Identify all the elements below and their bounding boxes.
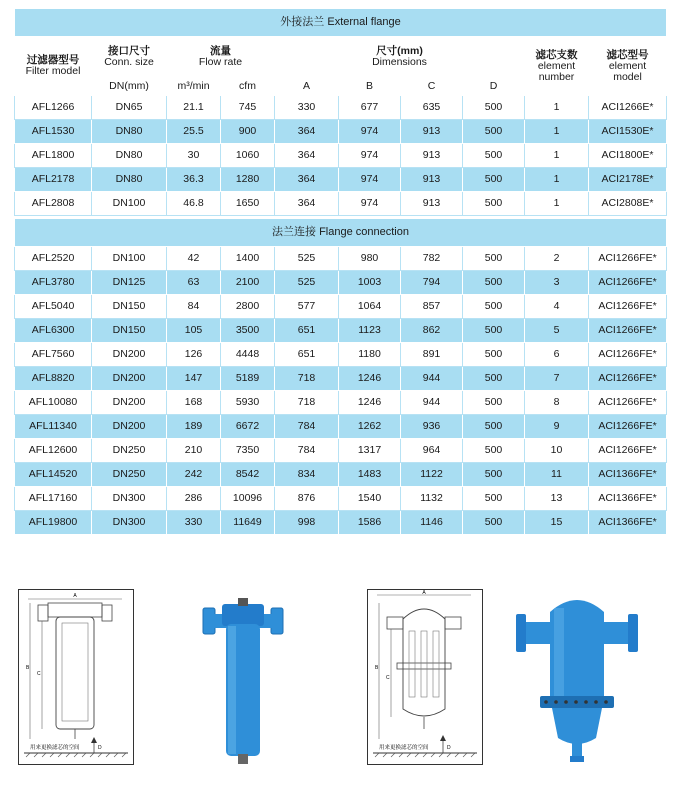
- cell-d: 500: [463, 295, 525, 319]
- cell-m3: 168: [167, 391, 221, 415]
- cell-cfm: 6672: [221, 415, 275, 439]
- table-row: [15, 192, 667, 216]
- cell-n: 1: [525, 96, 589, 120]
- cell-m3: 84: [167, 295, 221, 319]
- cell-c: 964: [401, 439, 463, 463]
- header-col-a: A: [275, 78, 339, 96]
- cell-c: 862: [401, 319, 463, 343]
- cell-dn: DN65: [92, 96, 167, 120]
- cell-n: 6: [525, 343, 589, 367]
- table-row: [15, 295, 667, 319]
- cell-dn: DN100: [92, 192, 167, 216]
- cell-c: 913: [401, 144, 463, 168]
- cell-dn: DN200: [92, 391, 167, 415]
- cell-element: ACI1266FE*: [589, 367, 667, 391]
- cell-cfm: 5189: [221, 367, 275, 391]
- header-conn-size: 接口尺寸 Conn. size: [92, 37, 167, 78]
- cell-b: 1003: [339, 271, 401, 295]
- cell-cfm: 10096: [221, 487, 275, 511]
- cell-b: 974: [339, 168, 401, 192]
- cell-d: 500: [463, 192, 525, 216]
- cell-a: 718: [275, 391, 339, 415]
- table-row: [15, 415, 667, 439]
- header-element-number: 滤芯支数 element number: [525, 37, 589, 96]
- cell-b: 677: [339, 96, 401, 120]
- cell-c: 913: [401, 168, 463, 192]
- cell-a: 364: [275, 168, 339, 192]
- cell-a: 718: [275, 367, 339, 391]
- header-col-d: D: [463, 78, 525, 96]
- cell-dn: DN125: [92, 271, 167, 295]
- cell-d: 500: [463, 96, 525, 120]
- header-dimensions: 尺寸(mm) Dimensions: [275, 37, 525, 78]
- table-row: [15, 367, 667, 391]
- cell-model: AFL11340: [15, 415, 92, 439]
- cell-element: ACI1366FE*: [589, 463, 667, 487]
- label-d-right: D: [447, 745, 451, 751]
- cell-cfm: 4448: [221, 343, 275, 367]
- cell-d: 500: [463, 343, 525, 367]
- cell-cfm: 1280: [221, 168, 275, 192]
- cell-c: 857: [401, 295, 463, 319]
- cell-dn: DN80: [92, 168, 167, 192]
- table-row: [15, 487, 667, 511]
- label-b-right: B: [375, 665, 379, 671]
- cell-model: AFL5040: [15, 295, 92, 319]
- cell-element: ACI1266FE*: [589, 271, 667, 295]
- cell-c: 891: [401, 343, 463, 367]
- cell-a: 651: [275, 319, 339, 343]
- cell-element: ACI1366FE*: [589, 487, 667, 511]
- cell-a: 364: [275, 144, 339, 168]
- cell-model: AFL10080: [15, 391, 92, 415]
- table-row: [15, 168, 667, 192]
- cell-n: 1: [525, 120, 589, 144]
- cell-model: AFL19800: [15, 511, 92, 535]
- cell-m3: 210: [167, 439, 221, 463]
- cell-a: 651: [275, 343, 339, 367]
- cell-m3: 330: [167, 511, 221, 535]
- label-d-left: D: [98, 745, 102, 751]
- cell-m3: 105: [167, 319, 221, 343]
- table-row: [15, 439, 667, 463]
- cell-a: 834: [275, 463, 339, 487]
- cell-n: 1: [525, 168, 589, 192]
- cell-d: 500: [463, 463, 525, 487]
- cell-d: 500: [463, 120, 525, 144]
- cell-dn: DN200: [92, 415, 167, 439]
- cell-model: AFL3780: [15, 271, 92, 295]
- cell-a: 784: [275, 415, 339, 439]
- cell-model: AFL1530: [15, 120, 92, 144]
- flange-connection-drawing: [367, 589, 483, 765]
- cell-element: ACI2808E*: [589, 192, 667, 216]
- cell-dn: DN80: [92, 144, 167, 168]
- cell-cfm: 7350: [221, 439, 275, 463]
- caption-right: 用来更换滤芯的空间: [379, 745, 429, 751]
- table-row: [15, 511, 667, 535]
- table-row: [15, 96, 667, 120]
- cell-m3: 42: [167, 247, 221, 271]
- cell-n: 9: [525, 415, 589, 439]
- cell-c: 635: [401, 96, 463, 120]
- cell-element: ACI1266FE*: [589, 439, 667, 463]
- cell-c: 944: [401, 391, 463, 415]
- cell-b: 1064: [339, 295, 401, 319]
- label-a-right: A: [422, 590, 426, 596]
- external-flange-product: [200, 598, 286, 766]
- external-flange-drawing: [18, 589, 134, 765]
- cell-element: ACI1266FE*: [589, 247, 667, 271]
- cell-b: 1246: [339, 391, 401, 415]
- cell-element: ACI1266FE*: [589, 415, 667, 439]
- cell-d: 500: [463, 144, 525, 168]
- cell-cfm: 745: [221, 96, 275, 120]
- cell-d: 500: [463, 168, 525, 192]
- cell-dn: DN150: [92, 295, 167, 319]
- caption-left: 用来更换滤芯的空间: [30, 745, 80, 751]
- label-c-right: C: [386, 675, 390, 681]
- cell-element: ACI1266FE*: [589, 295, 667, 319]
- cell-model: AFL2520: [15, 247, 92, 271]
- cell-b: 1540: [339, 487, 401, 511]
- cell-n: 11: [525, 463, 589, 487]
- cell-cfm: 8542: [221, 463, 275, 487]
- cell-cfm: 900: [221, 120, 275, 144]
- cell-m3: 46.8: [167, 192, 221, 216]
- external-flange-title: 外接法兰 External flange: [15, 9, 667, 37]
- cell-model: AFL8820: [15, 367, 92, 391]
- cell-element: ACI1530E*: [589, 120, 667, 144]
- cell-a: 998: [275, 511, 339, 535]
- spec-table: [14, 8, 667, 535]
- cell-cfm: 3500: [221, 319, 275, 343]
- header-col-b: B: [339, 78, 401, 96]
- table-row: [15, 247, 667, 271]
- cell-c: 1132: [401, 487, 463, 511]
- cell-dn: DN250: [92, 463, 167, 487]
- cell-c: 936: [401, 415, 463, 439]
- cell-m3: 36.3: [167, 168, 221, 192]
- cell-model: AFL17160: [15, 487, 92, 511]
- cell-n: 13: [525, 487, 589, 511]
- cell-c: 944: [401, 367, 463, 391]
- cell-m3: 25.5: [167, 120, 221, 144]
- cell-m3: 63: [167, 271, 221, 295]
- cell-cfm: 2100: [221, 271, 275, 295]
- cell-cfm: 1060: [221, 144, 275, 168]
- header-col-c: C: [401, 78, 463, 96]
- cell-element: ACI1800E*: [589, 144, 667, 168]
- header-m3-unit: m³/min: [167, 78, 221, 96]
- cell-a: 577: [275, 295, 339, 319]
- cell-n: 1: [525, 144, 589, 168]
- cell-element: ACI2178E*: [589, 168, 667, 192]
- cell-d: 500: [463, 247, 525, 271]
- cell-element: ACI1266FE*: [589, 391, 667, 415]
- cell-model: AFL1800: [15, 144, 92, 168]
- cell-d: 500: [463, 319, 525, 343]
- cell-d: 500: [463, 271, 525, 295]
- table-row: [15, 144, 667, 168]
- header-flow-rate: 流量 Flow rate: [167, 37, 275, 78]
- table-row: [15, 120, 667, 144]
- cell-m3: 286: [167, 487, 221, 511]
- cell-d: 500: [463, 439, 525, 463]
- cell-b: 974: [339, 144, 401, 168]
- label-b-left: B: [26, 665, 30, 671]
- header-element-model: 滤芯型号 element model: [589, 37, 667, 96]
- cell-dn: DN200: [92, 343, 167, 367]
- cell-dn: DN250: [92, 439, 167, 463]
- cell-d: 500: [463, 487, 525, 511]
- cell-m3: 30: [167, 144, 221, 168]
- cell-n: 8: [525, 391, 589, 415]
- cell-b: 1317: [339, 439, 401, 463]
- cell-m3: 126: [167, 343, 221, 367]
- cell-b: 1586: [339, 511, 401, 535]
- cell-b: 1483: [339, 463, 401, 487]
- cell-d: 500: [463, 511, 525, 535]
- cell-a: 784: [275, 439, 339, 463]
- table-row: [15, 463, 667, 487]
- table-row: [15, 319, 667, 343]
- cell-m3: 147: [167, 367, 221, 391]
- cell-b: 1262: [339, 415, 401, 439]
- cell-dn: DN200: [92, 367, 167, 391]
- label-a-left: A: [73, 593, 77, 599]
- cell-dn: DN300: [92, 511, 167, 535]
- cell-element: ACI1266FE*: [589, 343, 667, 367]
- cell-n: 3: [525, 271, 589, 295]
- cell-b: 974: [339, 120, 401, 144]
- cell-n: 1: [525, 192, 589, 216]
- header-dn-unit: DN(mm): [92, 78, 167, 96]
- table-row: [15, 271, 667, 295]
- cell-a: 364: [275, 120, 339, 144]
- cell-model: AFL7560: [15, 343, 92, 367]
- cell-c: 913: [401, 192, 463, 216]
- cell-model: AFL2808: [15, 192, 92, 216]
- table-row: [15, 391, 667, 415]
- cell-a: 525: [275, 271, 339, 295]
- cell-n: 5: [525, 319, 589, 343]
- header-cfm-unit: cfm: [221, 78, 275, 96]
- cell-n: 4: [525, 295, 589, 319]
- cell-dn: DN300: [92, 487, 167, 511]
- cell-m3: 242: [167, 463, 221, 487]
- cell-cfm: 11649: [221, 511, 275, 535]
- cell-cfm: 1400: [221, 247, 275, 271]
- cell-b: 1123: [339, 319, 401, 343]
- cell-c: 794: [401, 271, 463, 295]
- cell-m3: 189: [167, 415, 221, 439]
- flange-connection-product: [514, 588, 640, 764]
- cell-a: 330: [275, 96, 339, 120]
- cell-d: 500: [463, 367, 525, 391]
- cell-element: ACI1266E*: [589, 96, 667, 120]
- cell-c: 782: [401, 247, 463, 271]
- cell-b: 974: [339, 192, 401, 216]
- cell-a: 525: [275, 247, 339, 271]
- cell-c: 1122: [401, 463, 463, 487]
- cell-c: 913: [401, 120, 463, 144]
- cell-cfm: 2800: [221, 295, 275, 319]
- cell-b: 1246: [339, 367, 401, 391]
- cell-n: 7: [525, 367, 589, 391]
- header-filter-model: 过滤器型号 Filter model: [15, 37, 92, 96]
- cell-d: 500: [463, 415, 525, 439]
- cell-n: 15: [525, 511, 589, 535]
- cell-b: 980: [339, 247, 401, 271]
- cell-element: ACI1266FE*: [589, 319, 667, 343]
- cell-b: 1180: [339, 343, 401, 367]
- cell-model: AFL14520: [15, 463, 92, 487]
- cell-model: AFL6300: [15, 319, 92, 343]
- cell-element: ACI1366FE*: [589, 511, 667, 535]
- table-row: [15, 343, 667, 367]
- cell-dn: DN100: [92, 247, 167, 271]
- cell-dn: DN150: [92, 319, 167, 343]
- cell-model: AFL12600: [15, 439, 92, 463]
- cell-n: 10: [525, 439, 589, 463]
- cell-cfm: 5930: [221, 391, 275, 415]
- cell-m3: 21.1: [167, 96, 221, 120]
- cell-a: 876: [275, 487, 339, 511]
- cell-a: 364: [275, 192, 339, 216]
- cell-model: AFL1266: [15, 96, 92, 120]
- cell-cfm: 1650: [221, 192, 275, 216]
- label-c-left: C: [37, 671, 41, 677]
- cell-d: 500: [463, 391, 525, 415]
- cell-model: AFL2178: [15, 168, 92, 192]
- flange-connection-title: 法兰连接 Flange connection: [15, 219, 667, 247]
- cell-c: 1146: [401, 511, 463, 535]
- cell-n: 2: [525, 247, 589, 271]
- cell-dn: DN80: [92, 120, 167, 144]
